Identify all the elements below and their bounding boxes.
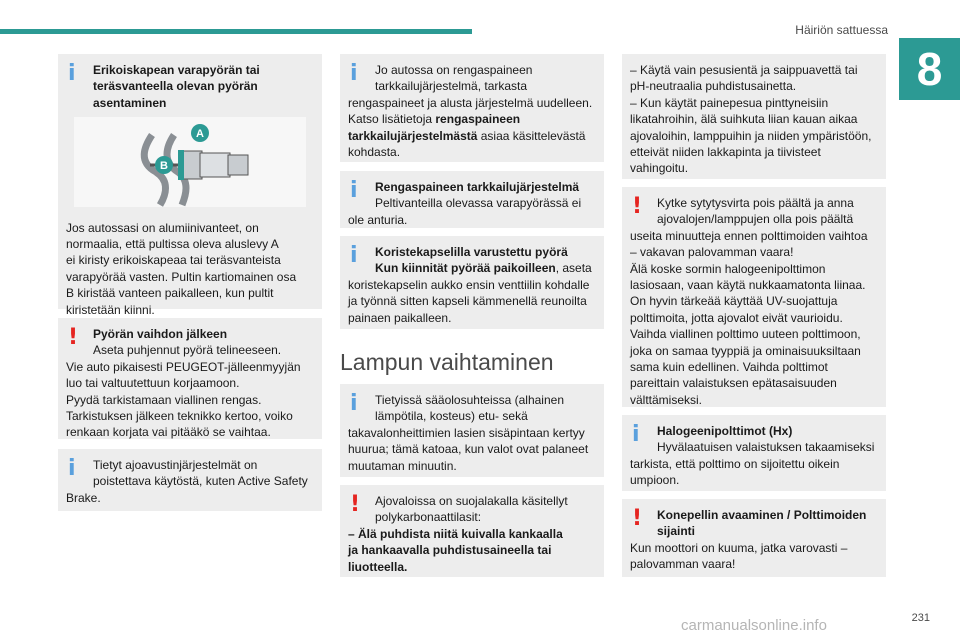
warning-box-ignition-off: ! Kytke sytytysvirta pois päältä ja anna ajovalojen/lamppujen olla pois päältä useita minuutteja ennen polttimoiden vaihtoa – vakavan palovamman vaara! Älä koske sormin halogeenipolttimon lasiosaan, vaan käytä nukkaamatonta liinaa. On hyvin tärkeää käyttää UV-suojattuja polttimoita, jotta ajovalot eivät vaurioidu. Vaihda viallinen polttimo uuteen polttimoon, joka on samaa tyyppiä ja ominaisuuksiltaan sama kuin edellinen. Vaihda polttimot pareittain valaistuksen epätasaisuuden välttämiseksi.	[622, 187, 886, 407]
warning-box-polycarbonate: ! Ajovaloissa on suojalakalla käsitellyt polykarbonaattilasit: – Älä puhdista niitä kuivalla kankaalla ja hankaavalla puhdistusaineella tai liuotteella.	[340, 485, 604, 577]
note-title: Erikoiskapean varapyörän tai teräsvanteella olevan pyörän asentaminen	[93, 63, 260, 110]
info-icon: i	[68, 61, 76, 86]
info-icon: i	[68, 456, 76, 481]
warning-icon: !	[350, 492, 361, 517]
info-icon: i	[632, 422, 640, 447]
header-accent-bar	[0, 29, 472, 34]
cleaning-instructions-box: – Käytä vain pesusientä ja saippuavettä tai pH-neutraalia puhdistusainetta. – Kun käytät painepesua pinttyneisiin likatahroihin, älä suihkuta liian kauan aikaa ajovaloihin, lamppuihin ja niiden ympäristöön, etteivät niiden lakkapinta ja tiivisteet vahingoitu.	[622, 54, 886, 179]
info-box-hubcap: i Koristekapselilla varustettu pyörä Kun kiinnität pyörää paikoilleen, aseta koristekapselin aukko ensin venttiilin kohdalle ja työnnä sitten kapseli kämmenellä reunoilta painaen paikalleen.	[340, 236, 604, 329]
info-box-halogen: i Halogeenipolttimot (Hx) Hyvälaatuisen valaistuksen takaamiseksi tarkista, että polttimo on sijoitettu oikein umpioon.	[622, 415, 886, 491]
warning-icon: !	[632, 506, 643, 531]
header-title: Häiriön sattuessa	[795, 23, 888, 37]
info-box-tyre-monitoring: i Rengaspaineen tarkkailujärjestelmä Peltivanteilla olevassa varapyörässä ei ole anturia.	[340, 171, 604, 228]
note-box-spare-wheel	[58, 54, 322, 317]
info-icon: i	[350, 178, 358, 203]
info-box-tyre-pressure: i Jo autossa on rengaspaineen tarkkailujärjestelmä, tarkasta rengaspaineet ja alusta järjestelmä uudelleen. Katso lisätietoja rengaspaineen tarkkailujärjestelmästä asiaa käsittelevästä kohdasta.	[340, 54, 604, 162]
chapter-number: 8	[899, 38, 960, 100]
warning-box-bonnet: ! Konepellin avaaminen / Polttimoiden sijainti Kun moottori on kuuma, jatka varovasti – palovamman vaara!	[622, 499, 886, 577]
info-icon: i	[350, 243, 358, 268]
label-b: B	[160, 160, 168, 173]
warning-icon: !	[632, 194, 643, 219]
wheel-bolt-figure	[74, 117, 306, 207]
page-number: 231	[911, 612, 930, 624]
warning-icon: !	[68, 325, 79, 350]
note-body: Jos autossasi on alumiinivanteet, on normaalia, että pultissa oleva aluslevy A ei kiristy erikoiskapeaa tai teräsvanteista varapyörää vasten. Pultin kartiomainen osa B kiristää vanteen paikalleen, kun pultit kiristetään kiinni.	[66, 220, 297, 317]
label-a: A	[196, 128, 204, 141]
info-box-driver-assist: i Tietyt ajoavustinjärjestelmät on poistettava käytöstä, kuten Active Safety Brake.	[58, 449, 322, 511]
section-title-bulb-change: Lampun vaihtaminen	[340, 349, 554, 375]
info-icon: i	[350, 61, 358, 86]
warning-box-after-wheel-change: ! Pyörän vaihdon jälkeen Aseta puhjennut pyörä telineeseen. Vie auto pikaisesti PEUGEOT-jälleenmyyjän luo tai valtuutettuun korjaamoon. Pyydä tarkistamaan viallinen rengas. Tarkistuksen jälkeen teknikko kertoo, voiko renkaan korjata vai pitääkö se vaihtaa.	[58, 318, 322, 439]
warning-title: Pyörän vaihdon jälkeen	[93, 327, 228, 341]
info-icon: i	[350, 391, 358, 416]
footer-watermark: carmanualsonline.info	[681, 617, 827, 634]
info-box-condensation: i Tietyissä sääolosuhteissa (alhainen lämpötila, kosteus) etu- sekä takavalonheittimien lasien sisäpintaan kertyy huurua; tämä katoaa, kun valot ovat palaneet muutaman minuutin.	[340, 384, 604, 477]
